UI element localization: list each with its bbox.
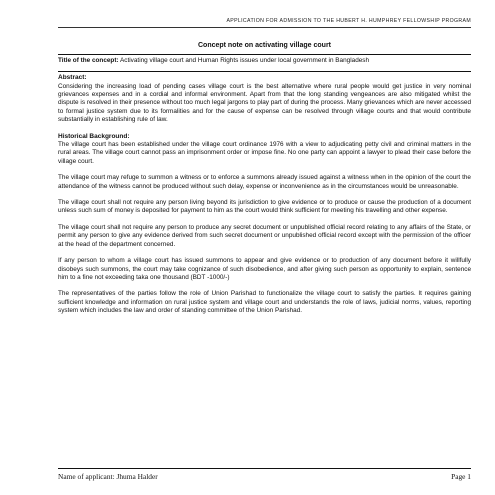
paragraph: The village court may refuge to summon a witness or to enforce a summons already issued against a witness when in the opinion of the court the attendance of the witness cannot be produced without such delay, expense or inconvenience as in the circumstances would be unreasonable. <box>58 174 471 190</box>
document-body <box>58 42 471 324</box>
program-header: APPLICATION FOR ADMISSION TO THE HUBERT H. HUMPHREY FELLOWSHIP PROGRAM <box>226 18 471 24</box>
applicant-name: Name of applicant: Jhuma Halder <box>58 472 158 481</box>
title-divider <box>58 54 471 55</box>
paragraph: If any person to whom a village court has issued summons to appear and give evidence or to production of any document before it willfully disobeys such summons, the court may take cognizance of such disobedience, and after giving such person as opportunity to explain, sentence him to a fine not exceeding taka one thousand (BDT -1000/-) <box>58 257 471 281</box>
concept-label: Title of the concept: <box>58 57 119 64</box>
section-divider <box>58 71 471 72</box>
document-title: Concept note on activating village court <box>197 42 332 49</box>
paragraph: The village court shall not require any person to produce any secret document or unpublished official record relating to any affairs of the State, or permit any person to give any evidence derived from such secret document or unpublished official record except with the permission of the officer at the head of the department concerned. <box>58 223 471 248</box>
header-divider <box>58 27 471 28</box>
concept-title <box>58 57 471 65</box>
paragraph: The village court shall not require any person living beyond its jurisdiction to give evidence or to produce or cause the production of a document unless such sum of money is deposited for payment to him as the court would think sufficient for meeting his travelling and other expense. <box>58 199 471 215</box>
abstract-paragraph: Considering the increasing load of pending cases village court is the best alternative where rural people would get justice in very nominal grievances expenses and in a cordial and informal environment. Apart from that the long standing vengeances are also mitigated whilst the dispute is resolved in their presence without too much legal jargons to play part of during the process. Many grievances which are never accessed to formal justice system due to its formalities and for the cause of expense can be resolved through village courts and that would contribute substantially in establishing rule of law. <box>58 82 471 124</box>
history-heading: Historical Background: <box>58 132 130 140</box>
page-number: Page 1 <box>451 472 471 481</box>
abstract-heading: Abstract: <box>58 74 87 82</box>
footer-divider <box>58 468 471 469</box>
paragraph: The village court has been established under the village court ordinance 1976 with a view to adjudicating petty civil and criminal matters in the rural areas. The village court cannot pass an imprisonment order or impose fine. No one party can appoint a lawyer to plead their case before the village court. <box>58 141 471 165</box>
concept-text: Activating village court and Human Rights issues under local government in Bangladesh <box>118 57 370 64</box>
paragraph: The representatives of the parties follow the role of Union Parishad to functionalize the village court to satisfy the parties. It requires gaining sufficient knowledge and information on rural justice system and village court and understands the role of laws, judicial norms, values, reporting system which includes the law and order of standing committee of the Union Parishad. <box>58 290 471 315</box>
